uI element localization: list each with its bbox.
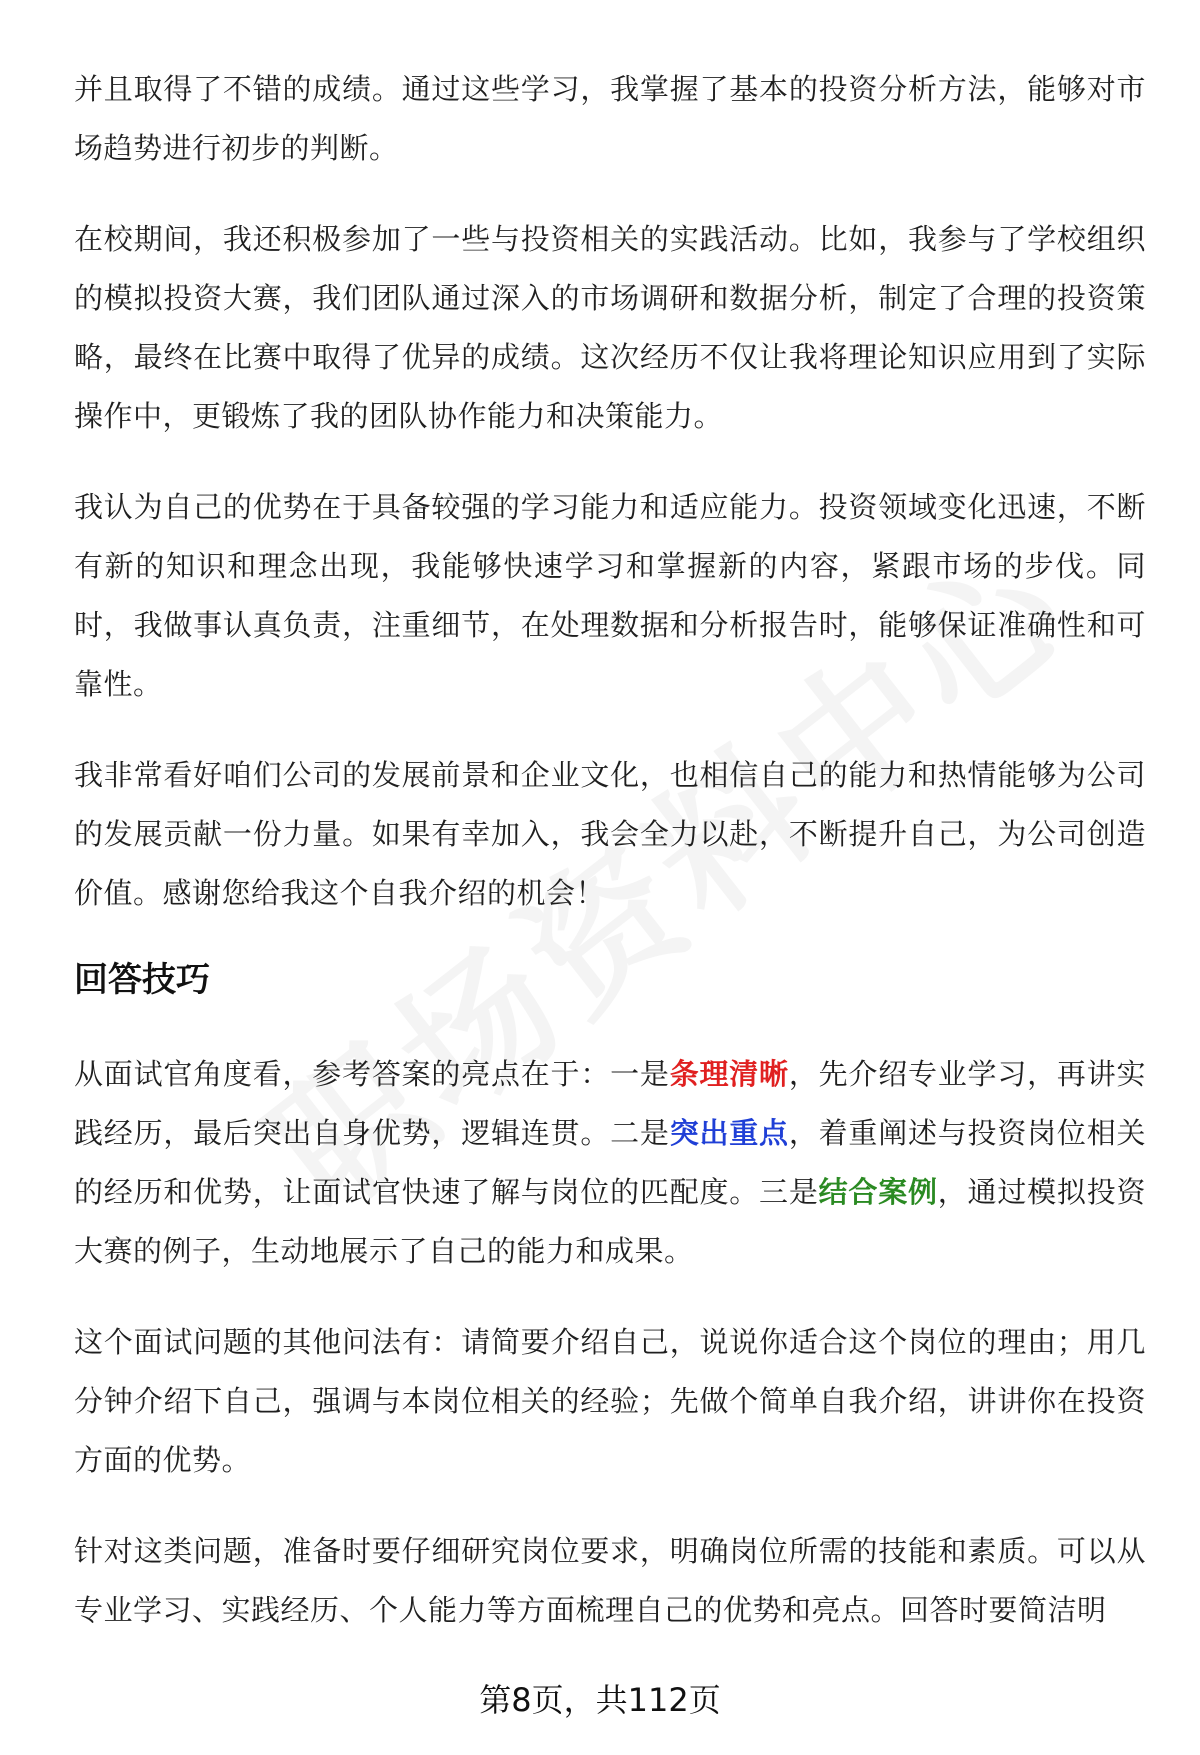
- text-segment: ，着重阐述与投资岗位相关的经历和优势，让面试官快速了解与岗位的匹配度。三是: [74, 1116, 1146, 1209]
- highlight-blue: 突出重点: [669, 1116, 789, 1150]
- highlight-green: 结合案例: [818, 1175, 938, 1209]
- page-number-footer: 第8页，共112页: [479, 1681, 721, 1719]
- paragraph: 我非常看好咱们公司的发展前景和企业文化，也相信自己的能力和热情能够为公司的发展贡献一份力量。如果有幸加入，我会全力以赴，不断提升自己，为公司创造价值。感谢您给我这个自我介绍的机会！: [74, 758, 1146, 910]
- text-segment: ，通过模拟投资大赛的例子，生动地展示了自己的能力和成果。: [74, 1175, 1146, 1268]
- document-body: [74, 60, 1146, 1672]
- paragraph: 我认为自己的优势在于具备较强的学习能力和适应能力。投资领域变化迅速，不断有新的知识和理念出现，我能够快速学习和掌握新的内容，紧跟市场的步伐。同时，我做事认真负责，注重细节，在处理数据和分析报告时，能够保证准确性和可靠性。: [74, 490, 1146, 701]
- paragraph: 这个面试问题的其他问法有：请简要介绍自己，说说你适合这个岗位的理由；用几分钟介绍下自己，强调与本岗位相关的经验；先做个简单自我介绍，讲讲你在投资方面的优势。: [74, 1325, 1146, 1477]
- paragraph: 并且取得了不错的成绩。通过这些学习，我掌握了基本的投资分析方法，能够对市场趋势进行初步的判断。: [74, 72, 1146, 165]
- paragraph: 针对这类问题，准备时要仔细研究岗位要求，明确岗位所需的技能和素质。可以从专业学习、实践经历、个人能力等方面梳理自己的优势和亮点。回答时要简洁明: [74, 1534, 1146, 1627]
- text-segment: ，先介绍专业学习，再讲实践经历，最后突出自身优势，逻辑连贯。二是: [74, 1057, 1146, 1150]
- text-segment: 从面试官角度看，参考答案的亮点在于：一是: [74, 1057, 670, 1091]
- highlight-red: 条理清晰: [669, 1057, 789, 1091]
- highlight-paragraph: [74, 1045, 1146, 1281]
- paragraph: 在校期间，我还积极参加了一些与投资相关的实践活动。比如，我参与了学校组织的模拟投资大赛，我们团队通过深入的市场调研和数据分析，制定了合理的投资策略，最终在比赛中取得了优异的成绩。这次经历不仅让我将理论知识应用到了实际操作中，更锻炼了我的团队协作能力和决策能力。: [74, 222, 1146, 433]
- section-title: 回答技巧: [74, 960, 210, 1000]
